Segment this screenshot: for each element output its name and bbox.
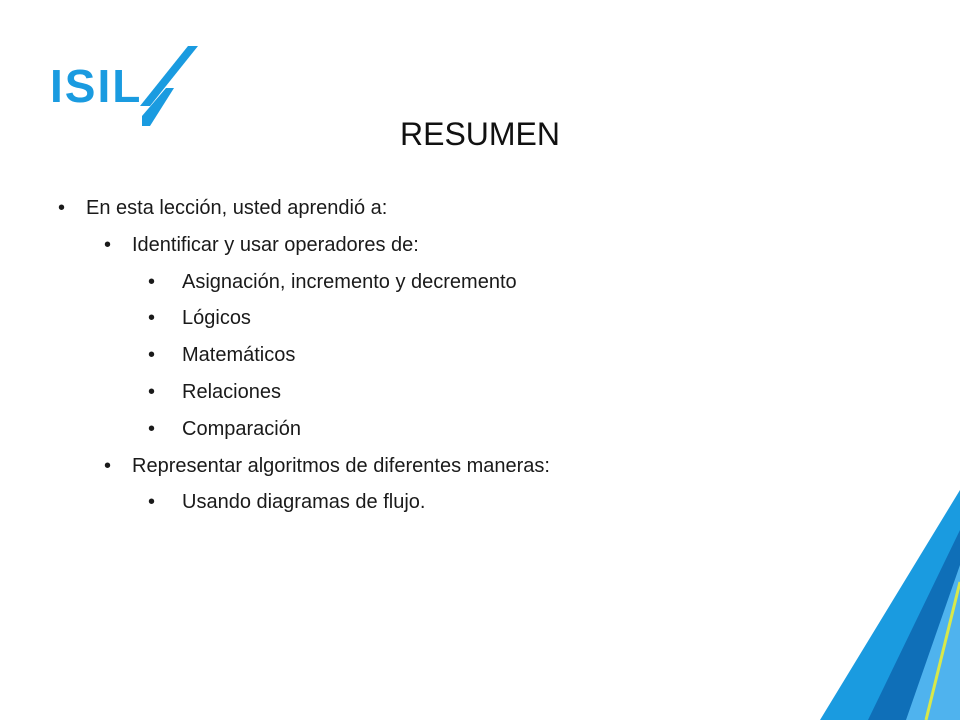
logo-text: ISIL [50,60,143,112]
bullet-dot: • [58,197,66,219]
bullet-dot: • [148,344,156,367]
bullet-dot: • [148,417,156,440]
bullet-dot: • [148,270,156,293]
bullet-dot: • [148,307,156,330]
bullet-text: En esta lección, usted aprendió a: [86,197,388,219]
bullet-dot: • [148,491,156,514]
bullet-text: Representar algoritmos de diferentes maneras: [132,454,550,477]
bullet-text: Comparación [182,417,301,440]
bullet-text: Relaciones [182,381,281,403]
slide-title: RESUMEN [399,116,560,152]
bullet-dot: • [148,381,156,403]
bullet-text: Usando diagramas de flujo. [182,491,426,514]
bullet-text: Asignación, incremento y decremento [182,270,517,293]
corner-decoration [820,490,960,720]
bullet-dot: • [104,233,112,256]
bullet-text: Identificar y usar operadores de: [132,233,419,256]
bullet-text: Lógicos [182,307,251,330]
bullet-text: Matemáticos [182,344,296,367]
bullet-dot: • [104,454,112,477]
